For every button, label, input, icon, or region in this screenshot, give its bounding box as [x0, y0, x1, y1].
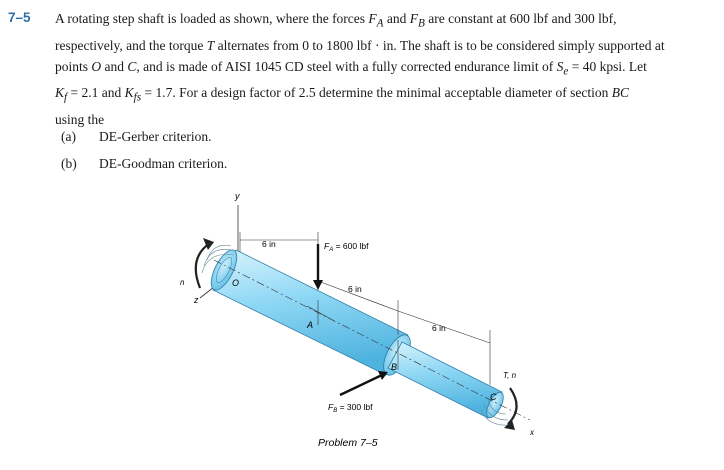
label-o: O	[232, 278, 240, 288]
y-axis-label: y	[235, 191, 240, 201]
label-a: A	[307, 320, 314, 330]
part-a: (a) DE-Gerber criterion.	[61, 129, 212, 144]
force-fb-label: $F_B = 300$ lbf	[328, 402, 373, 414]
dim-6in-2: 6 in	[348, 284, 362, 294]
shaft-large-section	[213, 250, 408, 375]
part-b: (b) DE-Goodman criterion.	[61, 156, 228, 171]
problem-statement: A rotating step shaft is loaded as shown, where the forces $F_A$ and $F_B$ are constant at 600 lbf and 300 lbf, respectively, and the torque T alternates from 0 to 1800 lbf · in. The shaft is to be considered simply supported at points O and C, and is made of AISI 1045 CD steel with a fully corrected endurance limit of $S_e = 40$ kpsi. Let $K_f = 2.1$ and $K_{fs} = 1.7$. For a design factor of 2.5 determine the minimal acceptable diameter of section BC using the	[55, 11, 665, 128]
z-axis-label: z	[194, 295, 199, 305]
label-n: n	[180, 278, 185, 287]
problem-number: 7–5	[8, 10, 31, 25]
rotation-arrow-n	[196, 243, 210, 288]
figure-caption: Problem 7–5	[318, 437, 378, 449]
force-fa-label: $F_A = 600$ lbf	[324, 241, 369, 253]
dim-6in-3: 6 in	[432, 323, 446, 333]
force-fb-arrow	[340, 375, 382, 395]
shaft-centerline	[214, 260, 530, 420]
torque-arrow-t	[508, 388, 517, 424]
label-t-n: T, n	[503, 371, 517, 380]
label-b: B	[391, 362, 398, 372]
label-c: C	[490, 392, 497, 402]
label-x: x	[530, 428, 534, 437]
dim-6in-1: 6 in	[262, 239, 276, 249]
